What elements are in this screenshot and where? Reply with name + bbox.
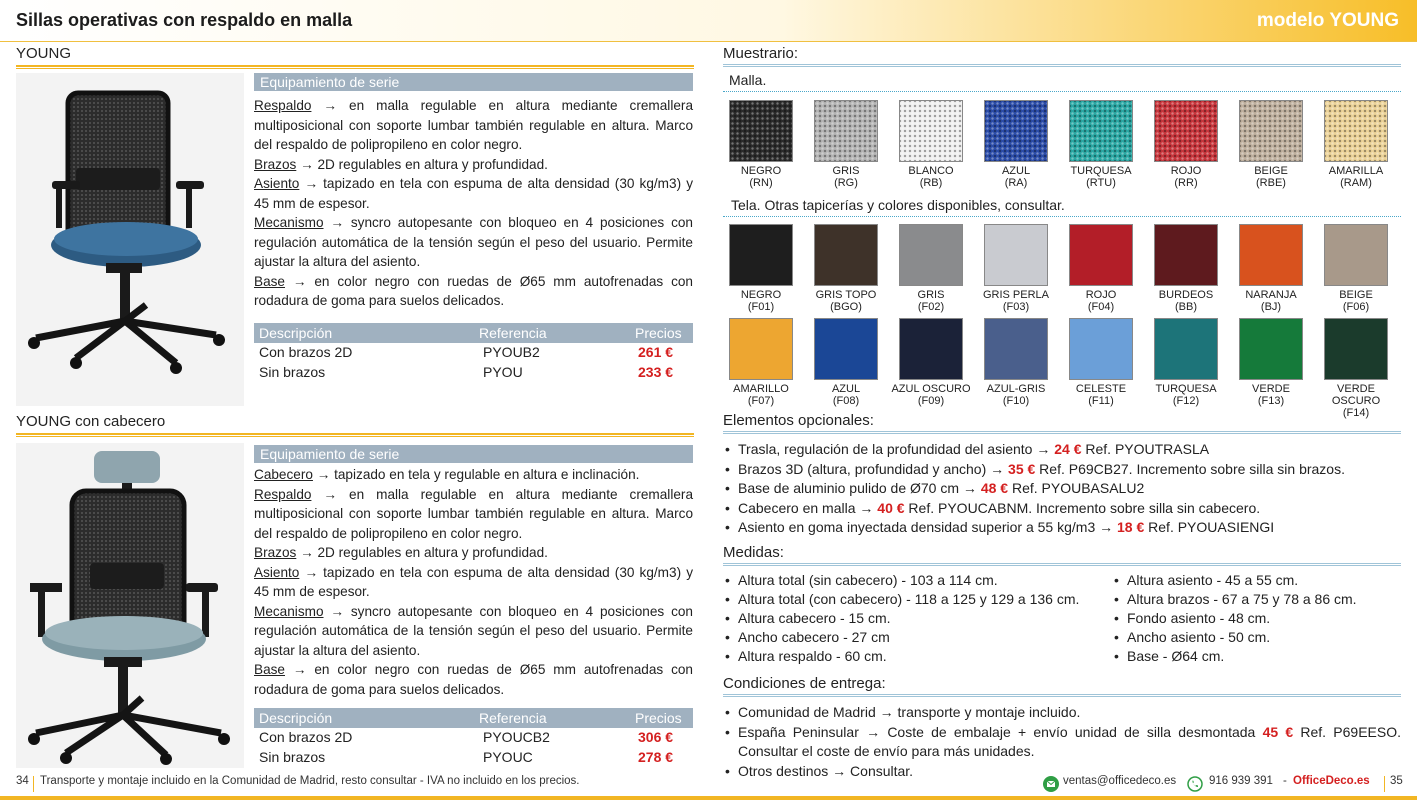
chair-photo-young	[16, 73, 244, 406]
row-ref: PYOUCB2	[483, 729, 550, 745]
swatch-name: TURQUESA	[1070, 165, 1132, 177]
opcionales-list	[723, 440, 1401, 538]
section-rule	[723, 431, 1401, 434]
swatch-azul	[984, 100, 1048, 162]
row-price: 278 €	[638, 748, 674, 765]
item-price: 35 €	[1008, 460, 1036, 477]
row-ref: PYOUC	[483, 748, 533, 765]
row-desc: Sin brazos	[259, 748, 326, 765]
swatch-label	[1143, 289, 1229, 313]
col-referencia: Referencia	[479, 710, 547, 726]
feature-base	[254, 660, 693, 699]
swatch-label	[1058, 289, 1144, 313]
feature-term: Mecanismo	[254, 603, 324, 619]
feature-text: → 2D regulables en altura y profundidad.	[296, 156, 548, 172]
medidas-title: Medidas:	[723, 544, 784, 561]
swatch-code: (F09)	[917, 395, 945, 407]
medidas-right	[1112, 571, 1402, 666]
footer-phone[interactable]: 916 939 391	[1209, 775, 1273, 787]
product-rule	[16, 65, 694, 69]
item-text: España Peninsular → Coste de embalaje + envío unidad de silla desmontada	[738, 723, 1263, 740]
item-price: 24 €	[1054, 441, 1082, 457]
swatch-label	[1313, 165, 1399, 189]
feature-term: Respaldo	[254, 98, 312, 113]
phone-icon	[1187, 776, 1203, 792]
swatch-name: GRIS	[917, 289, 945, 301]
item-text: Cabecero en malla →	[738, 499, 878, 516]
row-ref: PYOUB2	[483, 344, 540, 360]
col-descripcion: Descripción	[259, 710, 333, 726]
footer-separator	[1384, 776, 1385, 792]
item-price: 45 €	[1262, 723, 1294, 740]
swatch-name: AZUL	[1001, 165, 1031, 177]
feature-term: Asiento	[254, 564, 300, 580]
swatch-code: (F10)	[1002, 395, 1030, 407]
muestrario-title: Muestrario:	[723, 45, 799, 62]
item-ref: Ref. PYOUTRASLA	[1081, 441, 1210, 457]
footer-email[interactable]: ventas@officedeco.es	[1063, 775, 1177, 787]
footer-separator	[33, 776, 34, 792]
equip-bar-young: Equipamiento de serie	[254, 73, 693, 91]
item-ref: Ref. P69EESO. Consultar el coste de envío para más unidades.	[738, 723, 1401, 759]
swatch-negro	[729, 224, 793, 286]
price-table-header	[254, 323, 693, 343]
swatch-code: (F12)	[1172, 395, 1200, 407]
swatch-verde	[1239, 318, 1303, 380]
feature-mecanismo	[254, 602, 693, 661]
col-referencia: Referencia	[479, 325, 547, 341]
chair-young-cabecero-image	[16, 443, 244, 768]
swatch-turquesa	[1154, 318, 1218, 380]
tela-label: Tela. Otras tapicerías y colores disponibles, consultar.	[731, 197, 1065, 213]
email-icon	[1043, 776, 1059, 792]
swatch-code: (RAM)	[1340, 177, 1372, 189]
page-header	[0, 0, 1417, 42]
list-item: • Fondo asiento - 48 cm.	[1112, 609, 1402, 628]
item-price: 48 €	[980, 480, 1009, 496]
product-rule	[16, 433, 694, 437]
swatch-beige	[1324, 224, 1388, 286]
swatch-name: ROJO	[1170, 165, 1202, 177]
feature-term: Base	[254, 273, 285, 289]
row-desc: Con brazos 2D	[259, 729, 353, 745]
swatch-name: BEIGE	[1254, 165, 1288, 177]
feature-term: Respaldo	[254, 486, 312, 502]
table-row	[254, 343, 693, 363]
price-table-header	[254, 708, 693, 728]
swatch-name: NARANJA	[1245, 289, 1297, 301]
page-title: Sillas operativas con respaldo en malla	[16, 10, 353, 30]
swatch-code: (F08)	[832, 395, 860, 407]
row-desc: Sin brazos	[259, 363, 326, 380]
swatch-name: AZUL	[831, 383, 861, 395]
list-item: • Ancho cabecero - 27 cm	[723, 628, 1113, 647]
list-item: • Altura total (con cabecero) - 118 a 125 y 129 a 136 cm.	[723, 590, 1113, 609]
swatch-label	[718, 165, 804, 189]
swatch-azul-gris	[984, 318, 1048, 380]
list-item: • Altura brazos - 67 a 75 y 78 a 86 cm.	[1112, 590, 1402, 609]
swatch-code: (F11)	[1088, 395, 1114, 407]
swatch-code: (F04)	[1087, 301, 1115, 313]
list-item	[723, 518, 1401, 538]
swatch-rojo	[1069, 224, 1133, 286]
swatch-code: (RR)	[1174, 177, 1198, 189]
swatch-azul	[814, 318, 878, 380]
swatch-naranja	[1239, 224, 1303, 286]
list-item	[723, 460, 1401, 480]
price-table-young	[254, 323, 693, 382]
swatch-gris-topo	[814, 224, 878, 286]
swatch-label	[1058, 383, 1144, 407]
swatch-gris	[814, 100, 878, 162]
feature-text: → syncro autopesante con bloqueo en 4 posiciones con regulación automática de la tensión según el peso del usuario. Permite ajustar la altura del asiento.	[254, 603, 693, 658]
feature-term: Cabecero	[254, 467, 313, 482]
item-text: Base de aluminio pulido de Ø70 cm →	[738, 480, 981, 496]
swatch-name: ROJO	[1085, 289, 1117, 301]
feature-text: → 2D regulables en altura y profundidad.	[296, 545, 548, 560]
swatch-label	[973, 383, 1059, 407]
footer-dash: -	[1283, 775, 1287, 787]
dotted-rule	[723, 216, 1401, 217]
swatch-code: (RN)	[749, 177, 773, 189]
swatch-code: (F01)	[747, 301, 775, 313]
swatch-amarilla	[1324, 100, 1388, 162]
swatch-amarillo	[729, 318, 793, 380]
swatch-name: AZUL-GRIS	[986, 383, 1046, 395]
list-item: • Otros destinos → Consultar.	[723, 762, 1401, 782]
row-price: 233 €	[638, 363, 674, 380]
swatch-code: (RG)	[834, 177, 858, 189]
feature-text: → tapizado en tela con espuma de alta densidad (30 kg/m3) y 45 mm de espesor.	[254, 176, 693, 211]
swatch-code: (F03)	[1002, 301, 1030, 313]
feature-brazos	[254, 543, 693, 563]
swatch-label	[718, 383, 804, 407]
swatch-celeste	[1069, 318, 1133, 380]
item-ref: Ref. PYOUCABNM. Incremento sobre silla sin cabecero.	[904, 499, 1261, 516]
section-rule	[723, 64, 1401, 67]
item-price: 40 €	[877, 499, 905, 516]
page-number-right: 35	[1390, 775, 1403, 787]
swatch-name: AMARILLO	[733, 383, 789, 395]
swatch-code: (RBE)	[1256, 177, 1286, 189]
swatch-label	[803, 289, 889, 313]
list-item: • Altura cabecero - 15 cm.	[723, 609, 1113, 628]
swatch-turquesa	[1069, 100, 1133, 162]
swatch-label	[803, 165, 889, 189]
swatch-label	[718, 289, 804, 313]
swatch-name: NEGRO	[740, 289, 782, 301]
swatch-label	[1143, 165, 1229, 189]
feature-term: Base	[254, 662, 285, 677]
price-table-young-cabecero	[254, 708, 693, 767]
swatch-label	[1313, 383, 1399, 419]
col-precios: Precios	[635, 710, 682, 726]
swatch-code: (F07)	[747, 395, 775, 407]
item-ref: Ref. PYOUBASALU2	[1008, 480, 1145, 496]
footer-bar	[0, 796, 1417, 800]
swatch-gris-perla	[984, 224, 1048, 286]
swatch-name: VERDE	[1252, 383, 1290, 395]
feature-brazos	[254, 155, 693, 175]
feature-text: → en malla regulable en altura mediante cremallera multiposicional con soporte lumbar también regulable en altura. Marco del respaldo de polipropileno en color negro.	[254, 98, 693, 152]
feature-asiento	[254, 174, 693, 213]
list-item: • Altura total (sin cabecero) - 103 a 114 cm.	[723, 571, 1113, 590]
swatch-code: (RB)	[919, 177, 943, 189]
item-text: Trasla, regulación de la profundidad del asiento →	[738, 441, 1055, 457]
swatch-azul-oscuro	[899, 318, 963, 380]
feature-text: → tapizado en tela y regulable en altura e inclinación.	[312, 467, 640, 482]
swatch-code: (BJ)	[1260, 301, 1282, 313]
swatch-label	[973, 289, 1059, 313]
entrega-list	[723, 703, 1401, 781]
section-rule	[723, 694, 1401, 697]
swatch-beige	[1239, 100, 1303, 162]
swatch-verde-oscuro	[1324, 318, 1388, 380]
swatch-label	[1143, 383, 1229, 407]
footer-brand[interactable]: OfficeDeco.es	[1293, 775, 1370, 787]
item-ref: Ref. PYOUASIENGI	[1144, 519, 1275, 535]
product-title-young-cabecero: YOUNG con cabecero	[16, 413, 166, 430]
feature-term: Mecanismo	[254, 215, 324, 230]
table-row	[254, 748, 693, 768]
section-rule	[723, 563, 1401, 566]
swatch-code: (RTU)	[1086, 177, 1116, 189]
swatch-label	[973, 165, 1059, 189]
list-item: • Comunidad de Madrid → transporte y montaje incluido.	[723, 703, 1401, 723]
swatch-label	[888, 289, 974, 313]
feature-text: → en color negro con ruedas de Ø65 mm autofrenadas con rodadura de goma para suelos delicados.	[254, 273, 693, 308]
item-text: Asiento en goma inyectada densidad superior a 55 kg/m3 →	[738, 519, 1118, 535]
swatch-name: GRIS	[832, 165, 860, 177]
entrega-title: Condiciones de entrega:	[723, 675, 886, 692]
page-number-left: 34	[16, 775, 29, 787]
swatch-label	[1228, 165, 1314, 189]
model-name: modelo YOUNG	[1256, 10, 1399, 31]
list-item	[723, 723, 1401, 762]
col-descripcion: Descripción	[259, 325, 333, 341]
table-row	[254, 728, 693, 748]
feature-text: → en color negro con ruedas de Ø65 mm autofrenadas con rodadura de goma para suelos delicados.	[254, 662, 693, 697]
feature-mecanismo	[254, 213, 693, 272]
swatch-code: (RA)	[1004, 177, 1028, 189]
list-item	[723, 440, 1401, 460]
col-precios: Precios	[635, 325, 682, 341]
swatch-burdeos	[1154, 224, 1218, 286]
feature-term: Brazos	[254, 545, 297, 560]
feature-respaldo	[254, 485, 693, 544]
list-item: • Ancho asiento - 50 cm.	[1112, 628, 1402, 647]
dotted-rule	[723, 91, 1401, 92]
swatch-code: (BGO)	[830, 301, 862, 313]
swatch-label	[1058, 165, 1144, 189]
swatch-name: GRIS PERLA	[982, 289, 1050, 301]
feature-asiento	[254, 563, 693, 602]
malla-label: Malla.	[729, 72, 767, 88]
swatch-name: BEIGE	[1339, 289, 1373, 301]
swatch-code: (F13)	[1257, 395, 1285, 407]
list-item: • Altura asiento - 45 a 55 cm.	[1112, 571, 1402, 590]
swatch-label	[888, 383, 974, 407]
row-price: 261 €	[638, 344, 674, 360]
swatch-name: AMARILLA	[1328, 165, 1384, 177]
list-item	[723, 499, 1401, 519]
feature-cabecero	[254, 465, 693, 485]
item-price: 18 €	[1117, 519, 1145, 535]
swatch-code: (F14)	[1342, 407, 1370, 419]
feature-text: → en malla regulable en altura mediante cremallera multiposicional con soporte lumbar también regulable en altura. Marco del respaldo de polipropileno en color negro.	[254, 486, 693, 541]
chair-young-image	[16, 73, 244, 406]
swatch-name: VERDE OSCURO	[1331, 383, 1381, 407]
swatch-rojo	[1154, 100, 1218, 162]
swatch-blanco	[899, 100, 963, 162]
item-ref: Ref. P69CB27. Incremento sobre silla sin brazos.	[1035, 460, 1345, 477]
swatch-name: BLANCO	[908, 165, 954, 177]
feature-text: → tapizado en tela con espuma de alta densidad (30 kg/m3) y 45 mm de espesor.	[254, 564, 693, 599]
swatch-code: (F02)	[917, 301, 945, 313]
row-desc: Con brazos 2D	[259, 344, 353, 360]
feature-term: Brazos	[254, 156, 297, 172]
equip-bar-young-cabecero: Equipamiento de serie	[254, 445, 693, 463]
list-item	[723, 479, 1401, 499]
swatch-code: (F06)	[1342, 301, 1370, 313]
feature-base	[254, 272, 693, 311]
swatch-label	[803, 383, 889, 407]
swatch-name: GRIS TOPO	[815, 289, 877, 301]
medidas-left	[723, 571, 1113, 666]
footer-note: Transporte y montaje incluido en la Comunidad de Madrid, resto consultar - IVA no incluido en los precios.	[40, 775, 580, 787]
swatch-code: (BB)	[1175, 301, 1197, 313]
swatch-name: TURQUESA	[1155, 383, 1217, 395]
row-price: 306 €	[638, 729, 674, 745]
list-item: • Base - Ø64 cm.	[1112, 647, 1402, 666]
swatch-label	[1228, 383, 1314, 407]
swatch-name: BURDEOS	[1158, 289, 1214, 301]
swatch-gris	[899, 224, 963, 286]
feature-term: Asiento	[254, 176, 300, 191]
swatch-label	[1228, 289, 1314, 313]
chair-photo-young-cabecero	[16, 443, 244, 768]
feature-text: → syncro autopesante con bloqueo en 4 posiciones con regulación automática de la tensión según el peso del usuario. Permite ajustar la altura del asiento.	[254, 215, 693, 269]
swatch-name: CELESTE	[1075, 383, 1127, 395]
swatch-label	[1313, 289, 1399, 313]
item-text: Brazos 3D (altura, profundidad y ancho) →	[738, 460, 1009, 477]
list-item: • Altura respaldo - 60 cm.	[723, 647, 1113, 666]
features-young	[254, 96, 693, 311]
swatch-label	[888, 165, 974, 189]
swatch-name: AZUL OSCURO	[891, 383, 971, 395]
row-ref: PYOU	[483, 363, 523, 380]
opcionales-title: Elementos opcionales:	[723, 412, 874, 429]
product-title-young: YOUNG	[16, 45, 72, 62]
features-young-cabecero	[254, 465, 693, 699]
swatch-negro	[729, 100, 793, 162]
feature-respaldo	[254, 96, 693, 155]
swatch-name: NEGRO	[740, 165, 782, 177]
table-row	[254, 363, 693, 383]
